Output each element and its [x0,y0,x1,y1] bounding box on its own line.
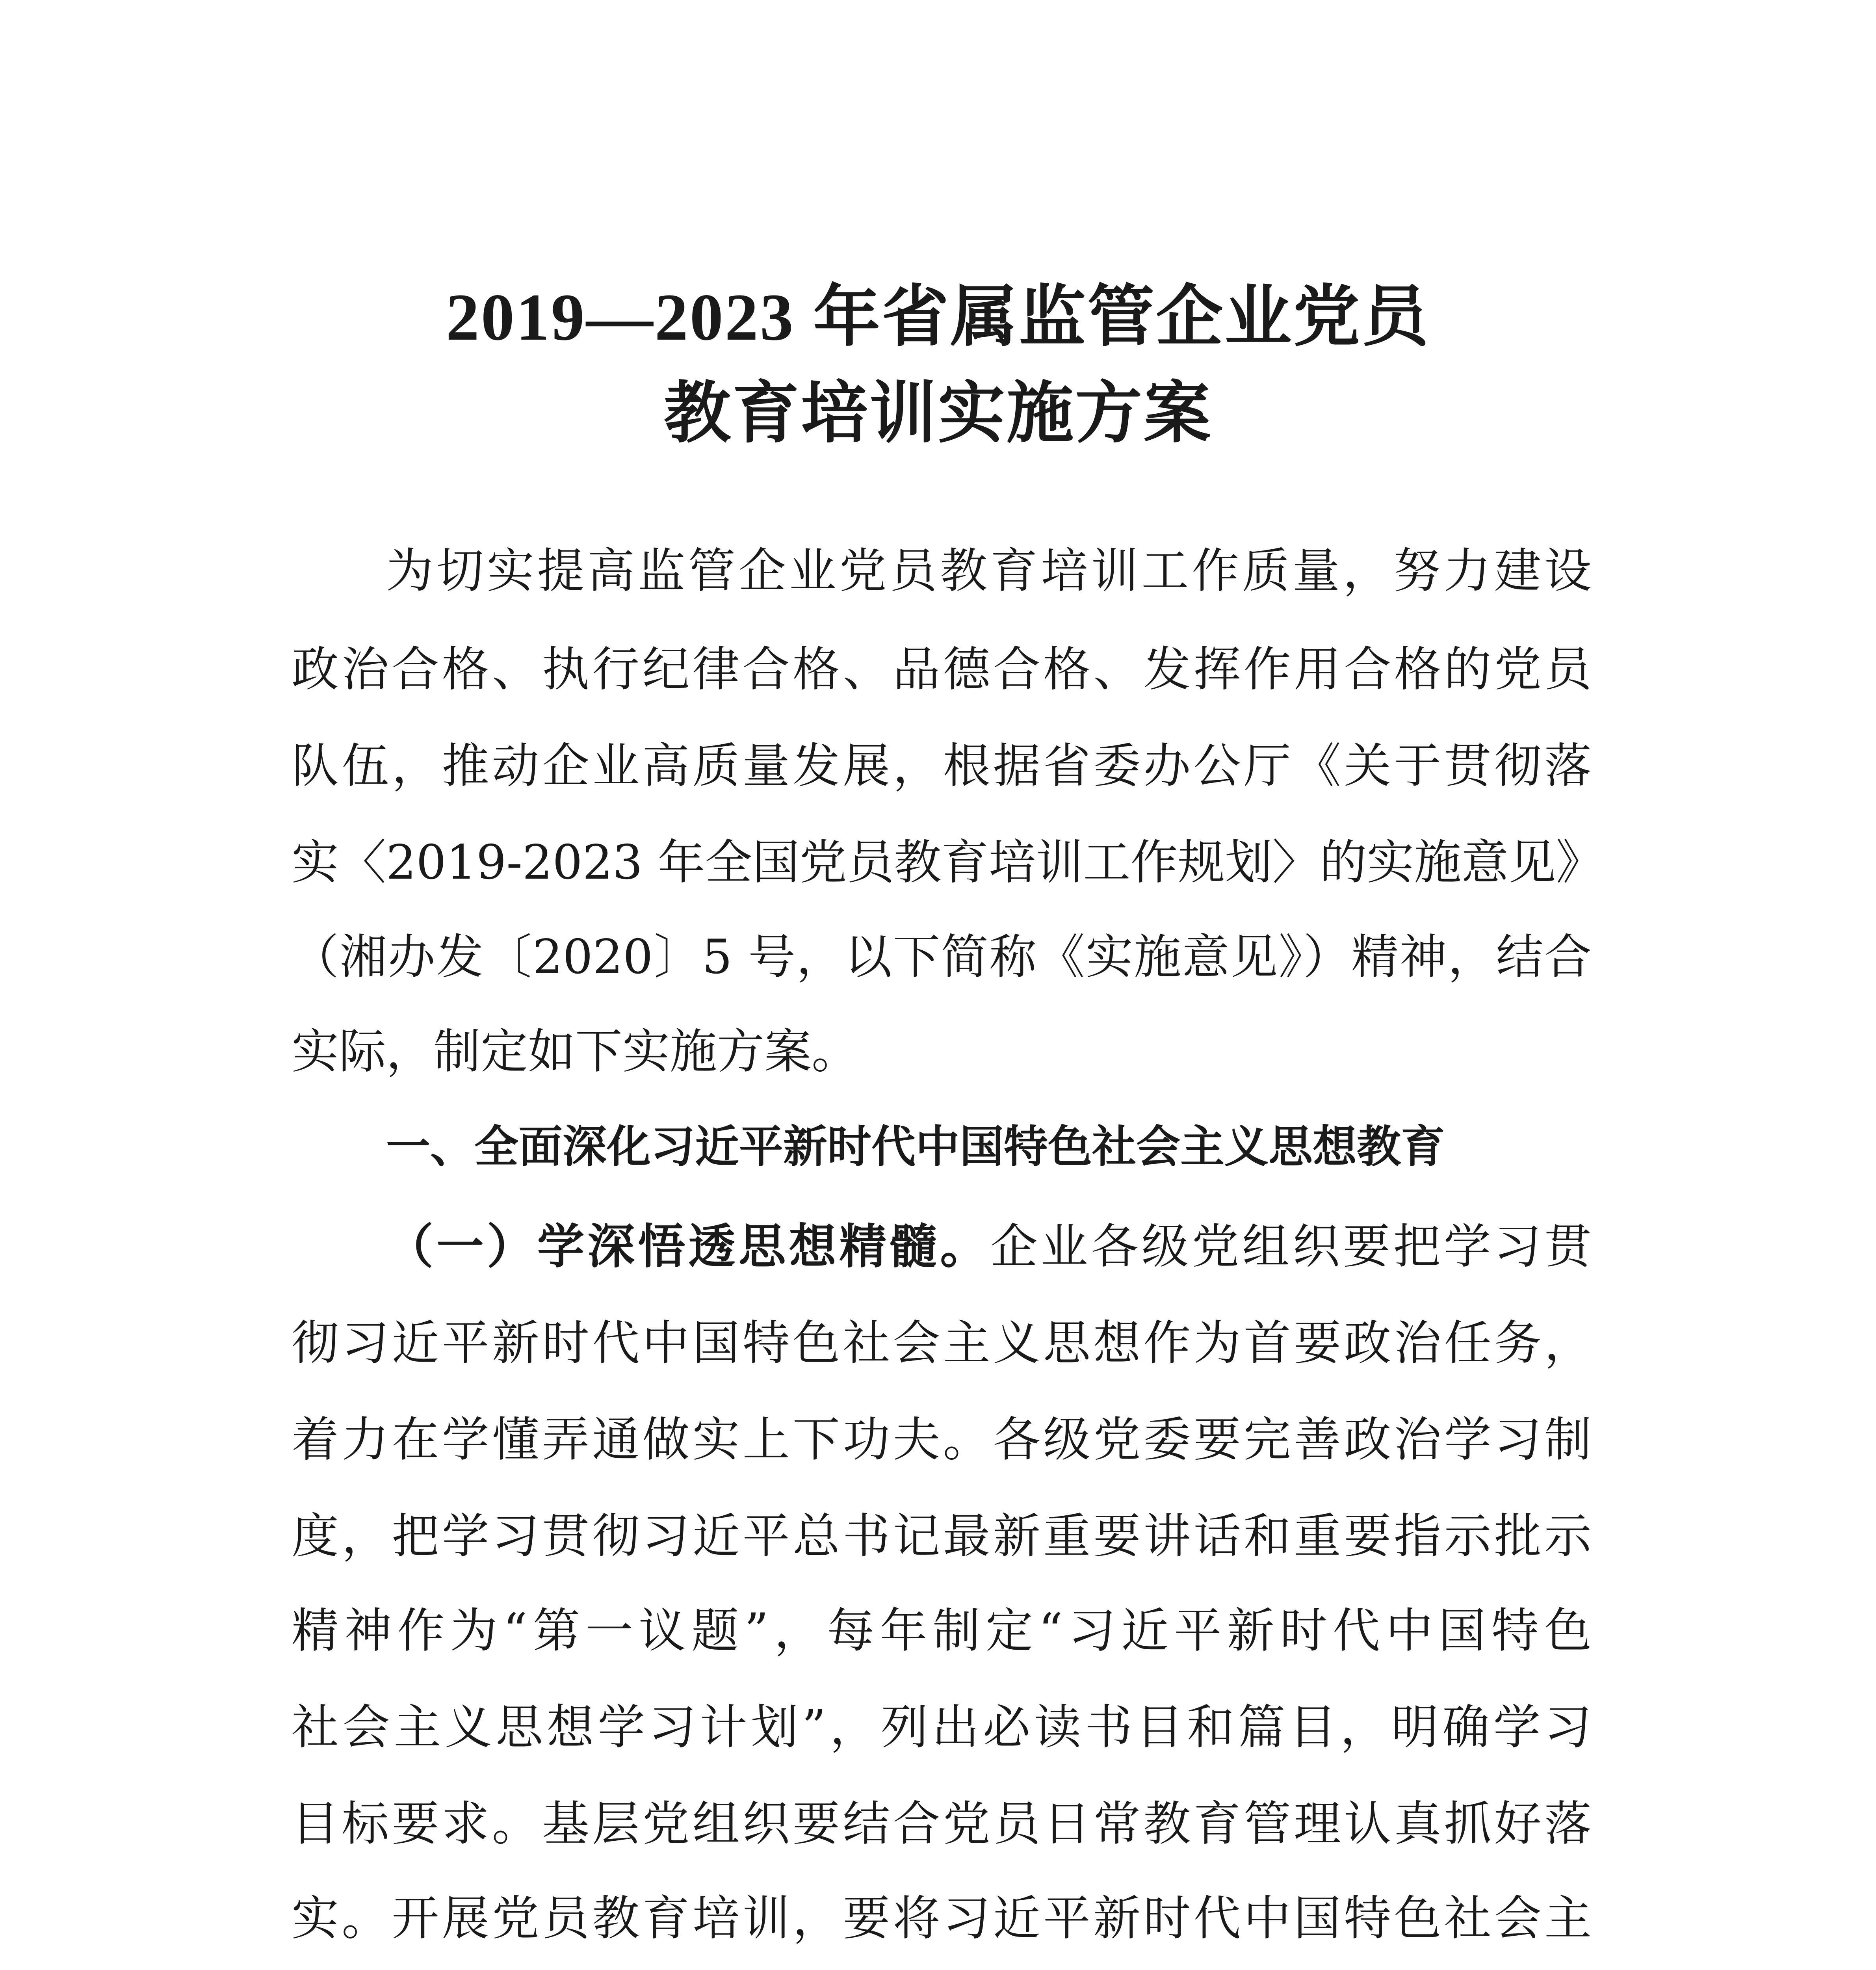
paragraph-line: 精神作为“第一议题”，每年制定“习近平新时代中国特色 [292,1604,1592,1658]
paragraph-line [386,1219,1592,1274]
paragraph-line: 为切实提高监管企业党员教育培训工作质量，努力建设 [386,544,1592,598]
paragraph-line: （湘办发〔2020〕5 号，以下简称《实施意见》）精神，结合 [292,930,1592,985]
paragraph-line: 社会主义思想学习计划”，列出必读书目和篇目，明确学习 [292,1700,1592,1755]
paragraph-line: 实。开展党员教育培训，要将习近平新时代中国特色社会主 [292,1891,1592,1946]
paragraph-line: 着力在学懂弄通做实上下功夫。各级党委要完善政治学习制 [292,1412,1592,1467]
paragraph-line: 目标要求。基层党组织要结合党员日常教育管理认真抓好落 [292,1797,1592,1851]
paragraph-line: 政治合格、执行纪律合格、品德合格、发挥作用合格的党员 [292,642,1592,697]
paragraph-line: 实际，制定如下实施方案。 [292,1024,859,1079]
subsection-text: 企业各级党组织要把学习贯 [990,1219,1592,1274]
paragraph-line: 实〈2019-2023 年全国党员教育培训工作规划〉的实施意见》 [292,835,1603,890]
paragraph-line: 彻习近平新时代中国特色社会主义思想作为首要政治任务， [292,1316,1592,1371]
paragraph-line: 度，把学习贯彻习近平总书记最新重要讲话和重要指示批示 [292,1509,1592,1564]
document-title-line-1: 2019—2023 年省属监管企业党员 [446,280,1430,354]
document-title-line-2: 教育培训实施方案 [663,377,1212,451]
paragraph-line: 队伍，推动企业高质量发展，根据省委办公厅《关于贯彻落 [292,739,1592,794]
section-heading: 一、全面深化习近平新时代中国特色社会主义思想教育 [386,1121,1445,1173]
subsection-title: （一）学深悟透思想精髓。 [386,1219,990,1274]
